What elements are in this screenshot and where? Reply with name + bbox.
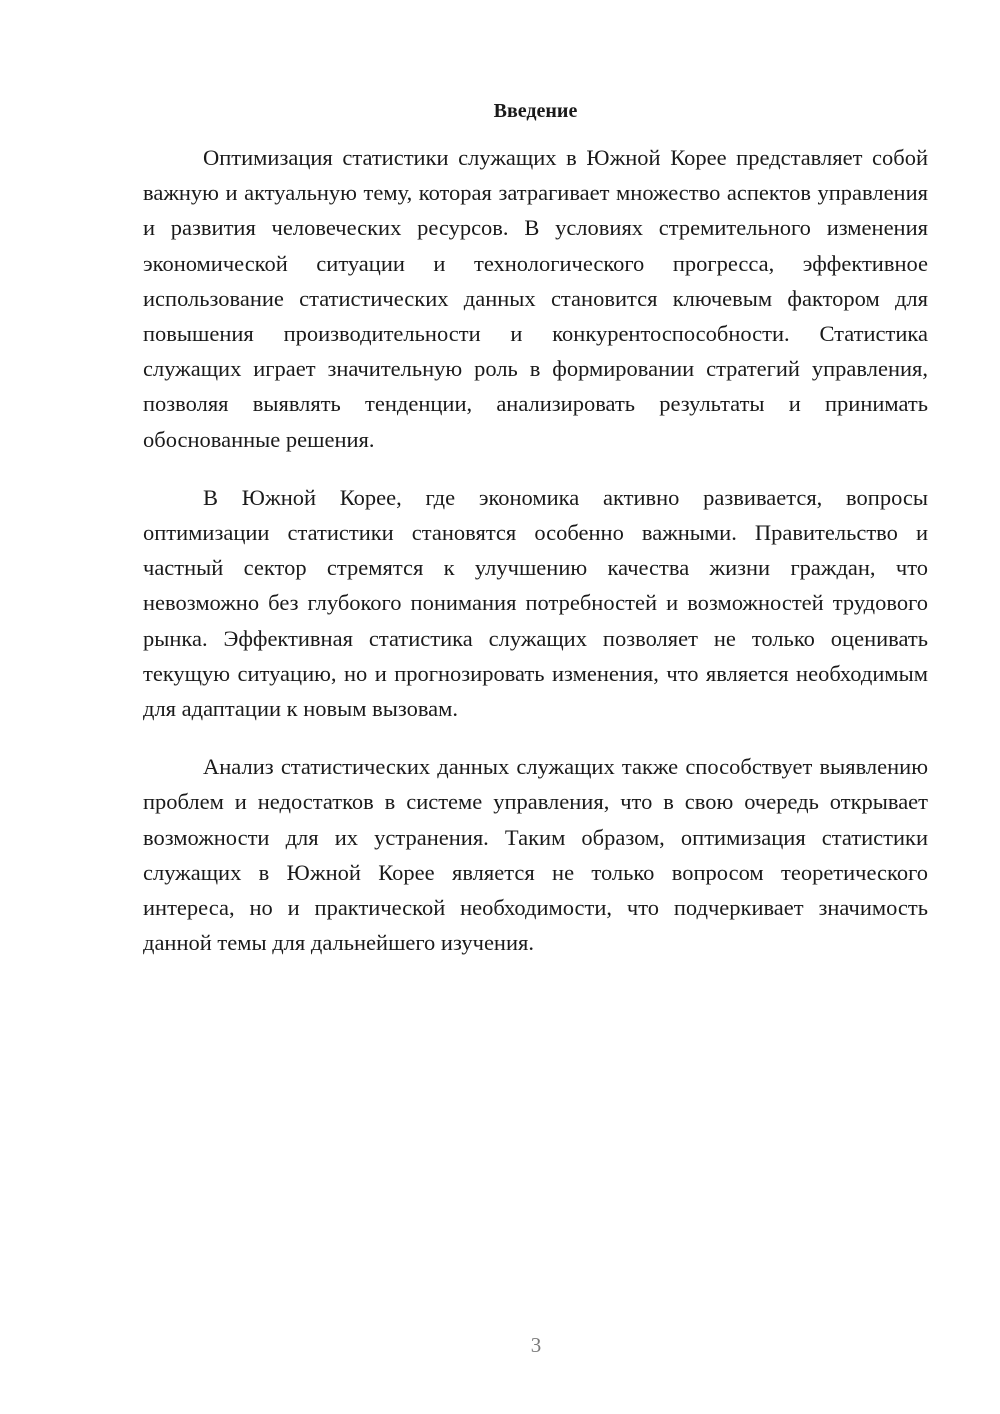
- page-number: 3: [530, 1333, 542, 1357]
- section-heading: Введение: [493, 100, 578, 122]
- page-content: [143, 96, 928, 983]
- paragraph-1: Оптимизация статистики служащих в Южной Корее представляет собой важную и актуальную тему, которая затрагивает множество аспектов управления и развития человеческих ресурсов. В условиях стремительного изменения экономической ситуации и технологического прогресса, эффективное использование статистических данных становится ключевым фактором для повышения производительности и конкурентоспособности. Статистика служащих играет значительную роль в формировании стратегий управления, позволяя выявлять тенденции, анализировать результаты и принимать обоснованные решения.: [143, 145, 928, 452]
- paragraph-3: Анализ статистических данных служащих также способствует выявлению проблем и недостатков в системе управления, что в свою очередь открывает возможности для их устранения. Таким образом, оптимизация статистики служащих в Южной Корее является не только вопросом теоретического интереса, но и практической необходимости, что подчеркивает значимость данной темы для дальнейшего изучения.: [143, 754, 928, 956]
- paragraph-2: В Южной Корее, где экономика активно развивается, вопросы оптимизации статистики становятся особенно важными. Правительство и частный сектор стремятся к улучшению качества жизни граждан, что невозможно без глубокого понимания потребностей и возможностей трудового рынка. Эффективная статистика служащих позволяет не только оценивать текущую ситуацию, но и прогнозировать изменения, что является необходимым для адаптации к новым вызовам.: [143, 484, 928, 722]
